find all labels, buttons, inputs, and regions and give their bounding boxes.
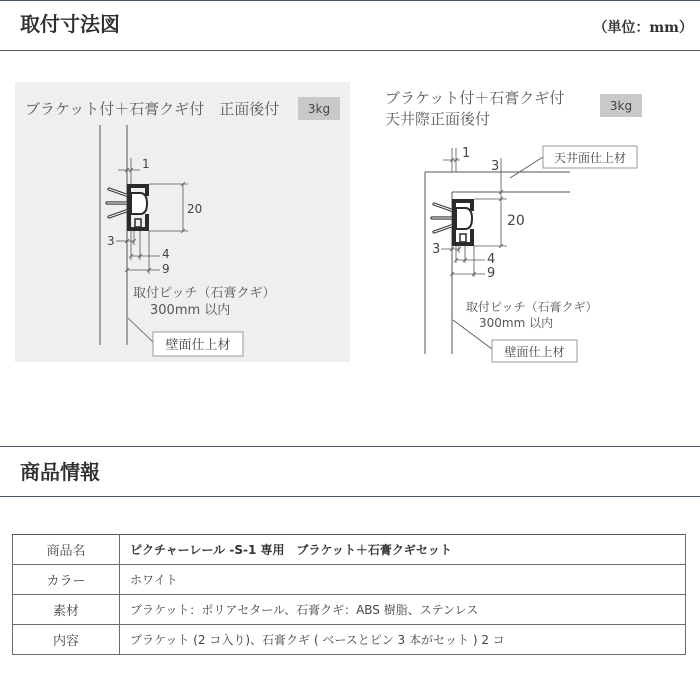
- ceiling-dimension-9: [450, 246, 485, 277]
- front-dim-4-label: 4: [162, 247, 170, 261]
- row-label-material: 素材: [13, 595, 120, 625]
- product-info-table: [12, 534, 686, 655]
- product-info-title: 商品情報: [20, 460, 100, 484]
- ceiling-wall-finish-label: 壁面仕上材: [504, 345, 565, 359]
- table-row: [13, 625, 686, 655]
- ceiling-dim-9-label: 9: [487, 266, 496, 281]
- ceiling-wall-finish-callout: [492, 340, 577, 362]
- row-value-material: ブラケット：ポリアセタール、石膏クギ：ABS 樹脂、ステンレス: [120, 595, 686, 625]
- ceiling-bracket-profile: [452, 199, 474, 246]
- front-pitch-label: 取付ピッチ（石膏クギ）: [133, 286, 276, 301]
- front-dim-1-label: 1: [142, 157, 150, 171]
- front-mount-panel: [15, 82, 350, 362]
- ceiling-mount-diagram: [385, 89, 642, 362]
- ceiling-load-badge-text: 3kg: [609, 99, 633, 113]
- row-label-color: カラー: [13, 565, 120, 595]
- unit-note: （単位：mm）: [593, 20, 693, 36]
- ceiling-dimension-1: [443, 148, 460, 172]
- ceiling-load-badge: [600, 94, 642, 117]
- row-label-product-name: 商品名: [13, 535, 120, 565]
- ceiling-dim-3-label: 3: [432, 242, 441, 257]
- table-row: [13, 565, 686, 595]
- ceiling-nail-base: [456, 208, 472, 229]
- front-dim-3-label: 3: [107, 234, 115, 248]
- front-load-badge-text: 3kg: [307, 102, 331, 116]
- ceiling-pitch-label: 取付ピッチ（石膏クギ）: [466, 300, 598, 314]
- front-pitch-value: 300mm 以内: [150, 303, 231, 318]
- ceiling-dimension-3: [441, 246, 461, 253]
- ceiling-mount-caption-line1: ブラケット付＋石膏クギ付: [385, 89, 565, 107]
- ceiling-dim-1-label: 1: [462, 146, 471, 161]
- info-section-bottom-rule: [0, 496, 700, 497]
- front-wall-finish-callout: [153, 332, 243, 356]
- ceiling-dim-3-top-label: 3: [491, 159, 500, 174]
- front-nail-base: [131, 193, 147, 214]
- front-dim-9-label: 9: [162, 262, 170, 276]
- mount-dimensions-title: 取付寸法図: [20, 12, 120, 36]
- front-mount-diagram: [15, 82, 350, 362]
- table-row: [13, 595, 686, 625]
- ceiling-pitch-value: 300mm 以内: [479, 316, 554, 330]
- ceiling-finish-label: 天井面仕上材: [553, 151, 627, 165]
- front-load-badge: [298, 97, 340, 120]
- front-mount-caption: ブラケット付＋石膏クギ付 正面後付: [25, 100, 280, 118]
- ceiling-finish-leader-line: [510, 157, 543, 178]
- front-dim-20-label: 20: [187, 202, 203, 216]
- ceiling-dim-4-label: 4: [487, 252, 496, 267]
- row-value-contents: ブラケット (2 コ入り)、石膏クギ ( ベースとピン 3 本がセット ) 2 コ: [120, 625, 686, 655]
- ceiling-mount-caption-line2: 天井際正面後付: [385, 110, 491, 128]
- ceiling-dim-20-label: 20: [507, 213, 525, 229]
- front-wall-finish-label: 壁面仕上材: [165, 338, 231, 353]
- row-value-color: ホワイト: [120, 565, 686, 595]
- table-row: [13, 535, 686, 565]
- ceiling-bracket-assembly: [432, 199, 474, 246]
- row-label-contents: 内容: [13, 625, 120, 655]
- row-value-product-name: ピクチャーレール -S-1 専用 ブラケット＋石膏クギセット: [120, 535, 686, 565]
- ceiling-finish-callout: [543, 146, 637, 168]
- info-section-top-rule: [0, 446, 700, 447]
